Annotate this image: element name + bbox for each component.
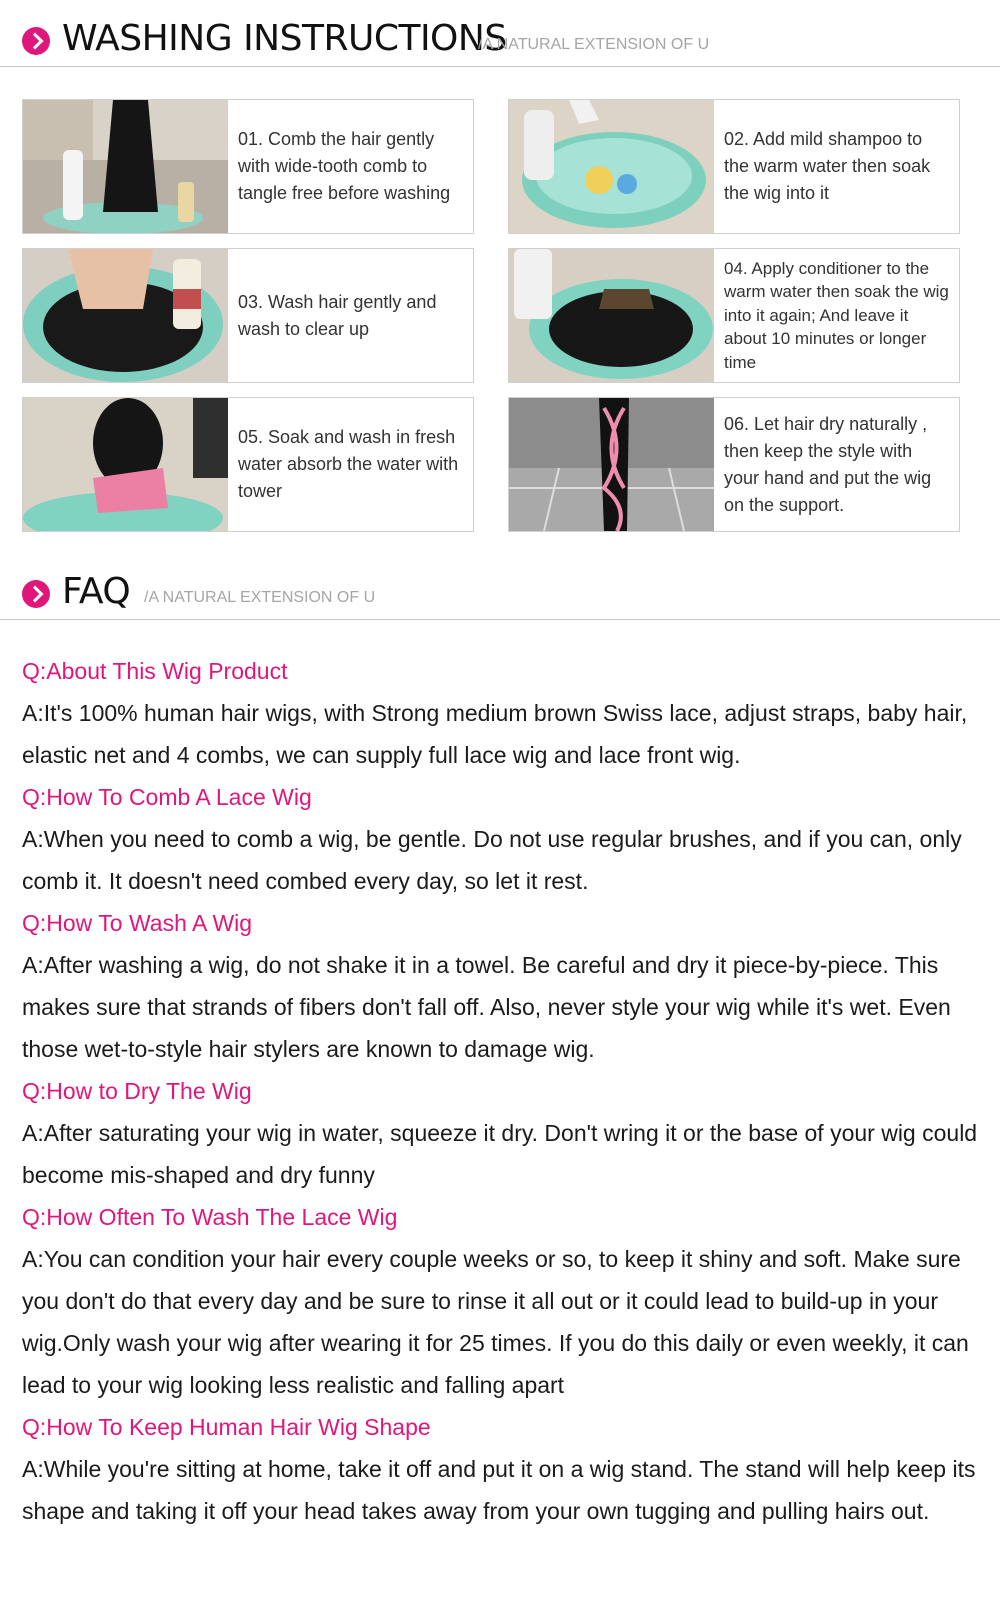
faq-question: Q:How to Dry The Wig xyxy=(22,1078,252,1104)
washing-title: WASHING INSTRUCTIONS xyxy=(62,18,507,59)
faq-answer: A:After washing a wig, do not shake it in a towel. Be careful and dry it piece-by-piece. This makes sure that strands of fibers don't fall off. Also, never style your wig while it's wet. Even those wet-to-style hair stylers are known to damage wig. xyxy=(22,952,951,1062)
faq-answer: A:You can condition your hair every couple weeks or so, to keep it shiny and soft. Make sure you don't do that every day and be sure to rinse it all out or it could lead to build-up in your wig.Only wash your wig after wearing it for 25 times. If you do this daily or even weekly, it can lead to your wig looking less realistic and falling apart xyxy=(22,1246,969,1398)
washing-section-header xyxy=(0,0,1000,67)
faq-section-header xyxy=(0,565,1000,620)
faq-subtitle: /A NATURAL EXTENSION OF U xyxy=(144,589,376,606)
wash-step-1 xyxy=(22,99,474,234)
step-text: 05. Soak and wash in fresh water absorb the water with tower xyxy=(238,427,459,501)
step-photo-stand xyxy=(509,398,714,531)
wash-step-2 xyxy=(508,99,960,234)
step-text: 06. Let hair dry naturally , then keep the style with your hand and put the wig on the support. xyxy=(724,413,932,515)
faq-question: Q:How To Keep Human Hair Wig Shape xyxy=(22,1414,431,1440)
wash-step-3 xyxy=(22,248,474,383)
faq-question: Q:How To Comb A Lace Wig xyxy=(22,784,312,810)
faq-answer: A:While you're sitting at home, take it off and put it on a wig stand. The stand will help keep its shape and taking it off your head takes away from your own tugging and pulling hairs out. xyxy=(22,1456,976,1524)
faq-answer: A:After saturating your wig in water, squeeze it dry. Don't wring it or the base of your wig could become mis-shaped and dry funny xyxy=(22,1120,978,1188)
step-text: 02. Add mild shampoo to the warm water then soak the wig into it xyxy=(724,129,931,203)
step-photo-shampoo xyxy=(509,100,714,233)
faq-answer: A:It's 100% human hair wigs, with Strong medium brown Swiss lace, adjust straps, baby hair, elastic net and 4 combs, we can supply full lace wig and lace front wig. xyxy=(22,700,968,768)
faq-question: Q:How To Wash A Wig xyxy=(22,910,253,936)
step-text: 03. Wash hair gently and wash to clear up xyxy=(238,291,437,339)
chevron-right-icon xyxy=(22,27,50,55)
faq-question: Q:About This Wig Product xyxy=(22,658,288,684)
wash-step-4 xyxy=(508,248,960,383)
step-text: 01. Comb the hair gently with wide-tooth comb to tangle free before washing xyxy=(238,129,451,203)
step-text: 04. Apply conditioner to the warm water then soak the wig into it again; And leave it about 10 minutes or longer time xyxy=(724,258,949,372)
faq-question: Q:How Often To Wash The Lace Wig xyxy=(22,1204,398,1230)
step-photo-wash xyxy=(23,249,228,382)
wash-step-5 xyxy=(22,397,474,532)
faq-answer: A:When you need to comb a wig, be gentle. Do not use regular brushes, and if you can, only comb it. It doesn't need combed every day, so let it rest. xyxy=(22,826,962,894)
chevron-right-icon xyxy=(22,580,50,608)
faq-title: FAQ xyxy=(62,571,131,612)
step-photo-comb xyxy=(23,100,228,233)
step-photo-condition xyxy=(509,249,714,382)
wash-step-6 xyxy=(508,397,960,532)
step-photo-towel xyxy=(23,398,228,531)
faq-list xyxy=(22,650,982,1532)
washing-subtitle: /A NATURAL EXTENSION OF U xyxy=(478,36,710,53)
